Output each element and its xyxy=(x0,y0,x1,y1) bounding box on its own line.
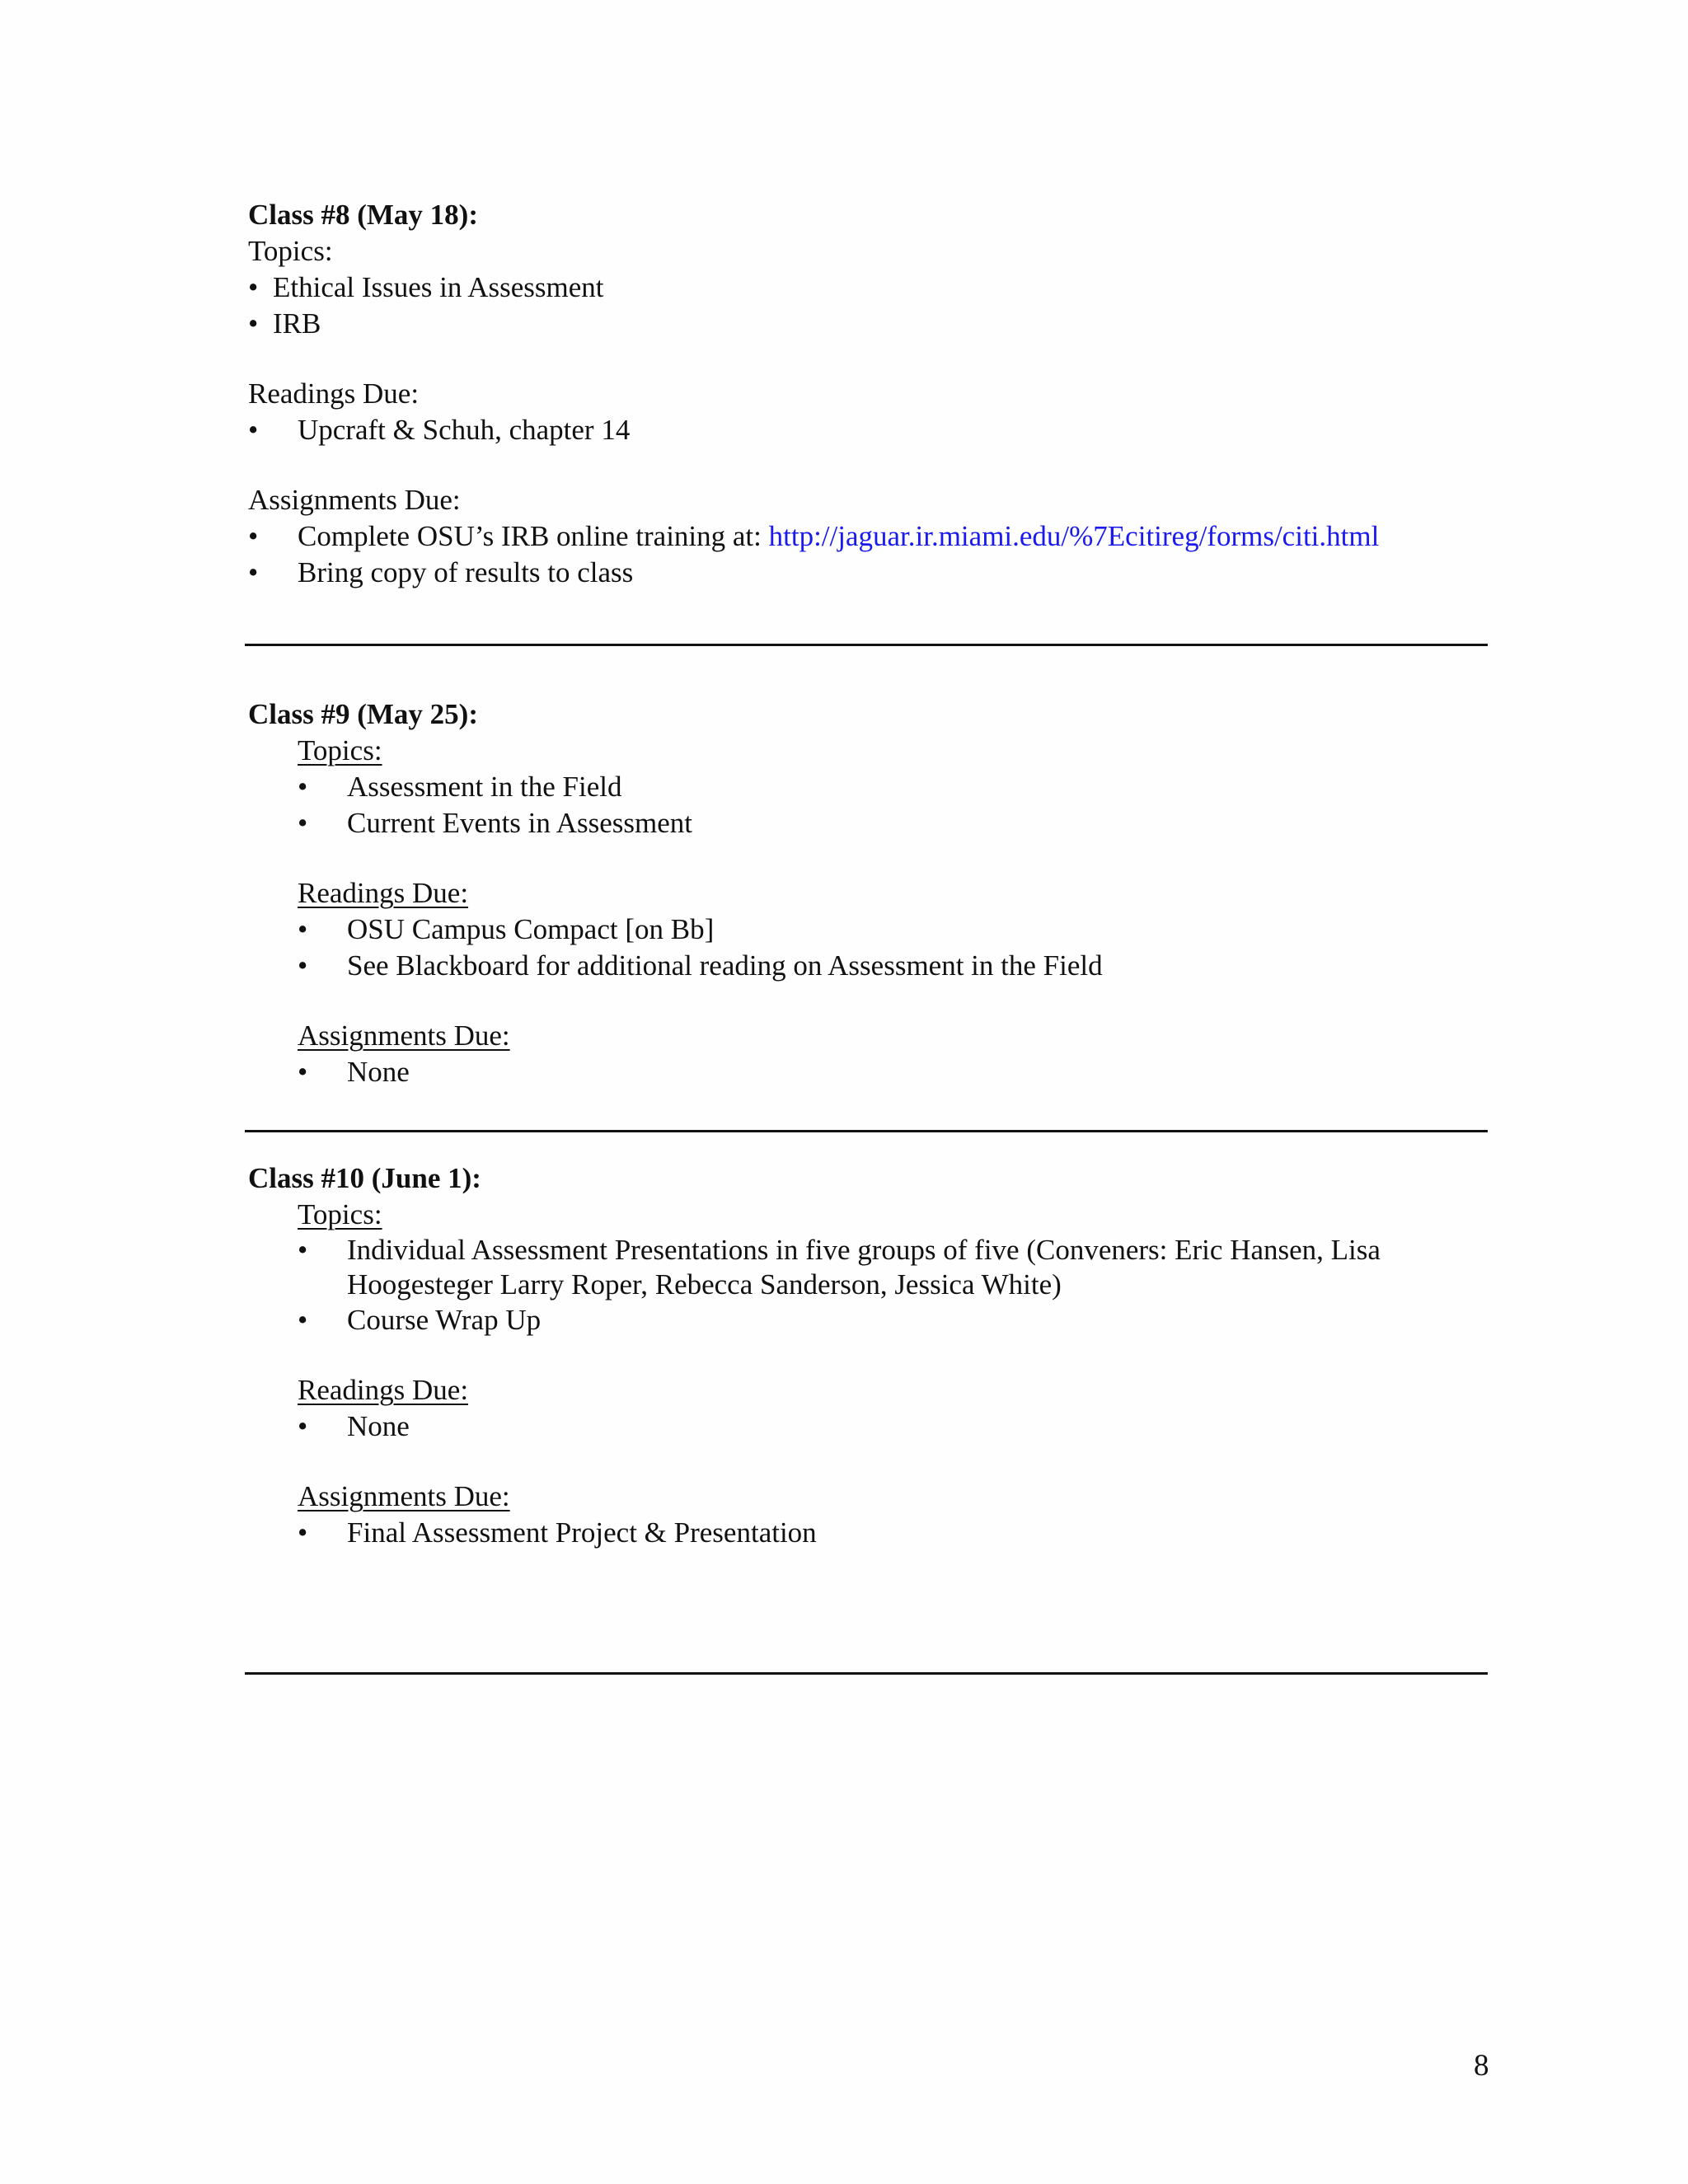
class-8-assignments-list xyxy=(248,518,1484,591)
list-item-text: Complete OSU’s IRB online training at: xyxy=(298,520,769,552)
list-item-text: IRB xyxy=(273,307,321,340)
list-item xyxy=(248,555,1484,591)
list-item xyxy=(298,912,1484,948)
list-item-text: Upcraft & Schuh, chapter 14 xyxy=(298,414,631,446)
bullet-icon: • xyxy=(248,520,259,552)
class-8-topics-label: Topics: xyxy=(248,235,333,267)
page-number: 8 xyxy=(1474,2049,1489,2083)
bullet-icon: • xyxy=(298,1410,308,1442)
bullet-icon: • xyxy=(248,307,259,340)
class-10-assignments-label: Assignments Due: xyxy=(298,1480,510,1512)
class-9-topics-list xyxy=(298,769,1484,841)
bullet-icon: • xyxy=(298,1234,308,1266)
bullet-icon: • xyxy=(248,556,259,588)
class-10-topics-list xyxy=(298,1233,1484,1338)
class-10-section xyxy=(248,1160,1484,1551)
list-item xyxy=(298,1054,1484,1090)
class-8-section xyxy=(248,197,1484,591)
bullet-icon: • xyxy=(248,414,259,446)
list-item xyxy=(298,1515,1484,1551)
class-10-heading: Class #10 (June 1): xyxy=(248,1162,481,1194)
class-10-readings-list xyxy=(298,1408,1484,1445)
class-9-section xyxy=(248,696,1484,1090)
list-item xyxy=(298,805,1484,841)
list-item xyxy=(298,1302,1484,1338)
section-divider xyxy=(245,1672,1488,1675)
list-item xyxy=(248,518,1484,555)
class-8-heading: Class #8 (May 18): xyxy=(248,199,478,231)
class-10-topics-label: Topics: xyxy=(298,1198,382,1230)
list-item-text: See Blackboard for additional reading on Assessment in the Field xyxy=(347,949,1103,982)
irb-training-link[interactable]: http://jaguar.ir.miami.edu/%7Ecitireg/forms/citi.html xyxy=(768,520,1380,552)
list-item xyxy=(298,769,1484,805)
class-9-topics-label: Topics: xyxy=(298,734,382,766)
bullet-icon: • xyxy=(298,771,308,803)
class-10-readings-label: Readings Due: xyxy=(298,1374,469,1406)
class-9-heading: Class #9 (May 25): xyxy=(248,698,478,730)
list-item-text: Course Wrap Up xyxy=(347,1304,542,1336)
list-item-text: Assessment in the Field xyxy=(347,771,622,803)
list-item-text: Ethical Issues in Assessment xyxy=(273,271,604,303)
list-item xyxy=(298,1408,1484,1445)
list-item xyxy=(298,948,1484,984)
bullet-icon: • xyxy=(298,1516,308,1549)
list-item-text: Individual Assessment Presentations in five groups of five (Conveners: Eric Hansen, Lisa Hoogesteger Larry Roper, Rebecca Sanderson, Jessica White) xyxy=(347,1234,1381,1301)
list-item xyxy=(248,269,1484,306)
list-item-text: Current Events in Assessment xyxy=(347,807,692,839)
bullet-icon: • xyxy=(298,913,308,945)
list-item-text: Final Assessment Project & Presentation xyxy=(347,1516,817,1549)
class-8-assignments-label: Assignments Due: xyxy=(248,484,461,516)
list-item-text: OSU Campus Compact [on Bb] xyxy=(347,913,715,945)
class-9-readings-list xyxy=(298,912,1484,984)
class-8-readings-list xyxy=(248,412,1484,448)
class-10-assignments-list xyxy=(298,1515,1484,1551)
bullet-icon: • xyxy=(298,1304,308,1336)
bullet-icon: • xyxy=(298,807,308,839)
list-item xyxy=(248,412,1484,448)
class-9-assignments-list xyxy=(298,1054,1484,1090)
bullet-icon: • xyxy=(248,271,259,303)
list-item-text: None xyxy=(347,1056,410,1088)
list-item-text: Bring copy of results to class xyxy=(298,556,634,588)
bullet-icon: • xyxy=(298,949,308,982)
class-9-assignments-label: Assignments Due: xyxy=(298,1019,510,1052)
section-divider xyxy=(245,644,1488,646)
class-8-readings-label: Readings Due: xyxy=(248,377,420,410)
bullet-icon: • xyxy=(298,1056,308,1088)
class-9-readings-label: Readings Due: xyxy=(298,877,469,909)
section-divider xyxy=(245,1130,1488,1132)
list-item-text: None xyxy=(347,1410,410,1442)
list-item xyxy=(248,306,1484,342)
class-8-topics-list xyxy=(248,269,1484,342)
list-item xyxy=(298,1233,1484,1302)
